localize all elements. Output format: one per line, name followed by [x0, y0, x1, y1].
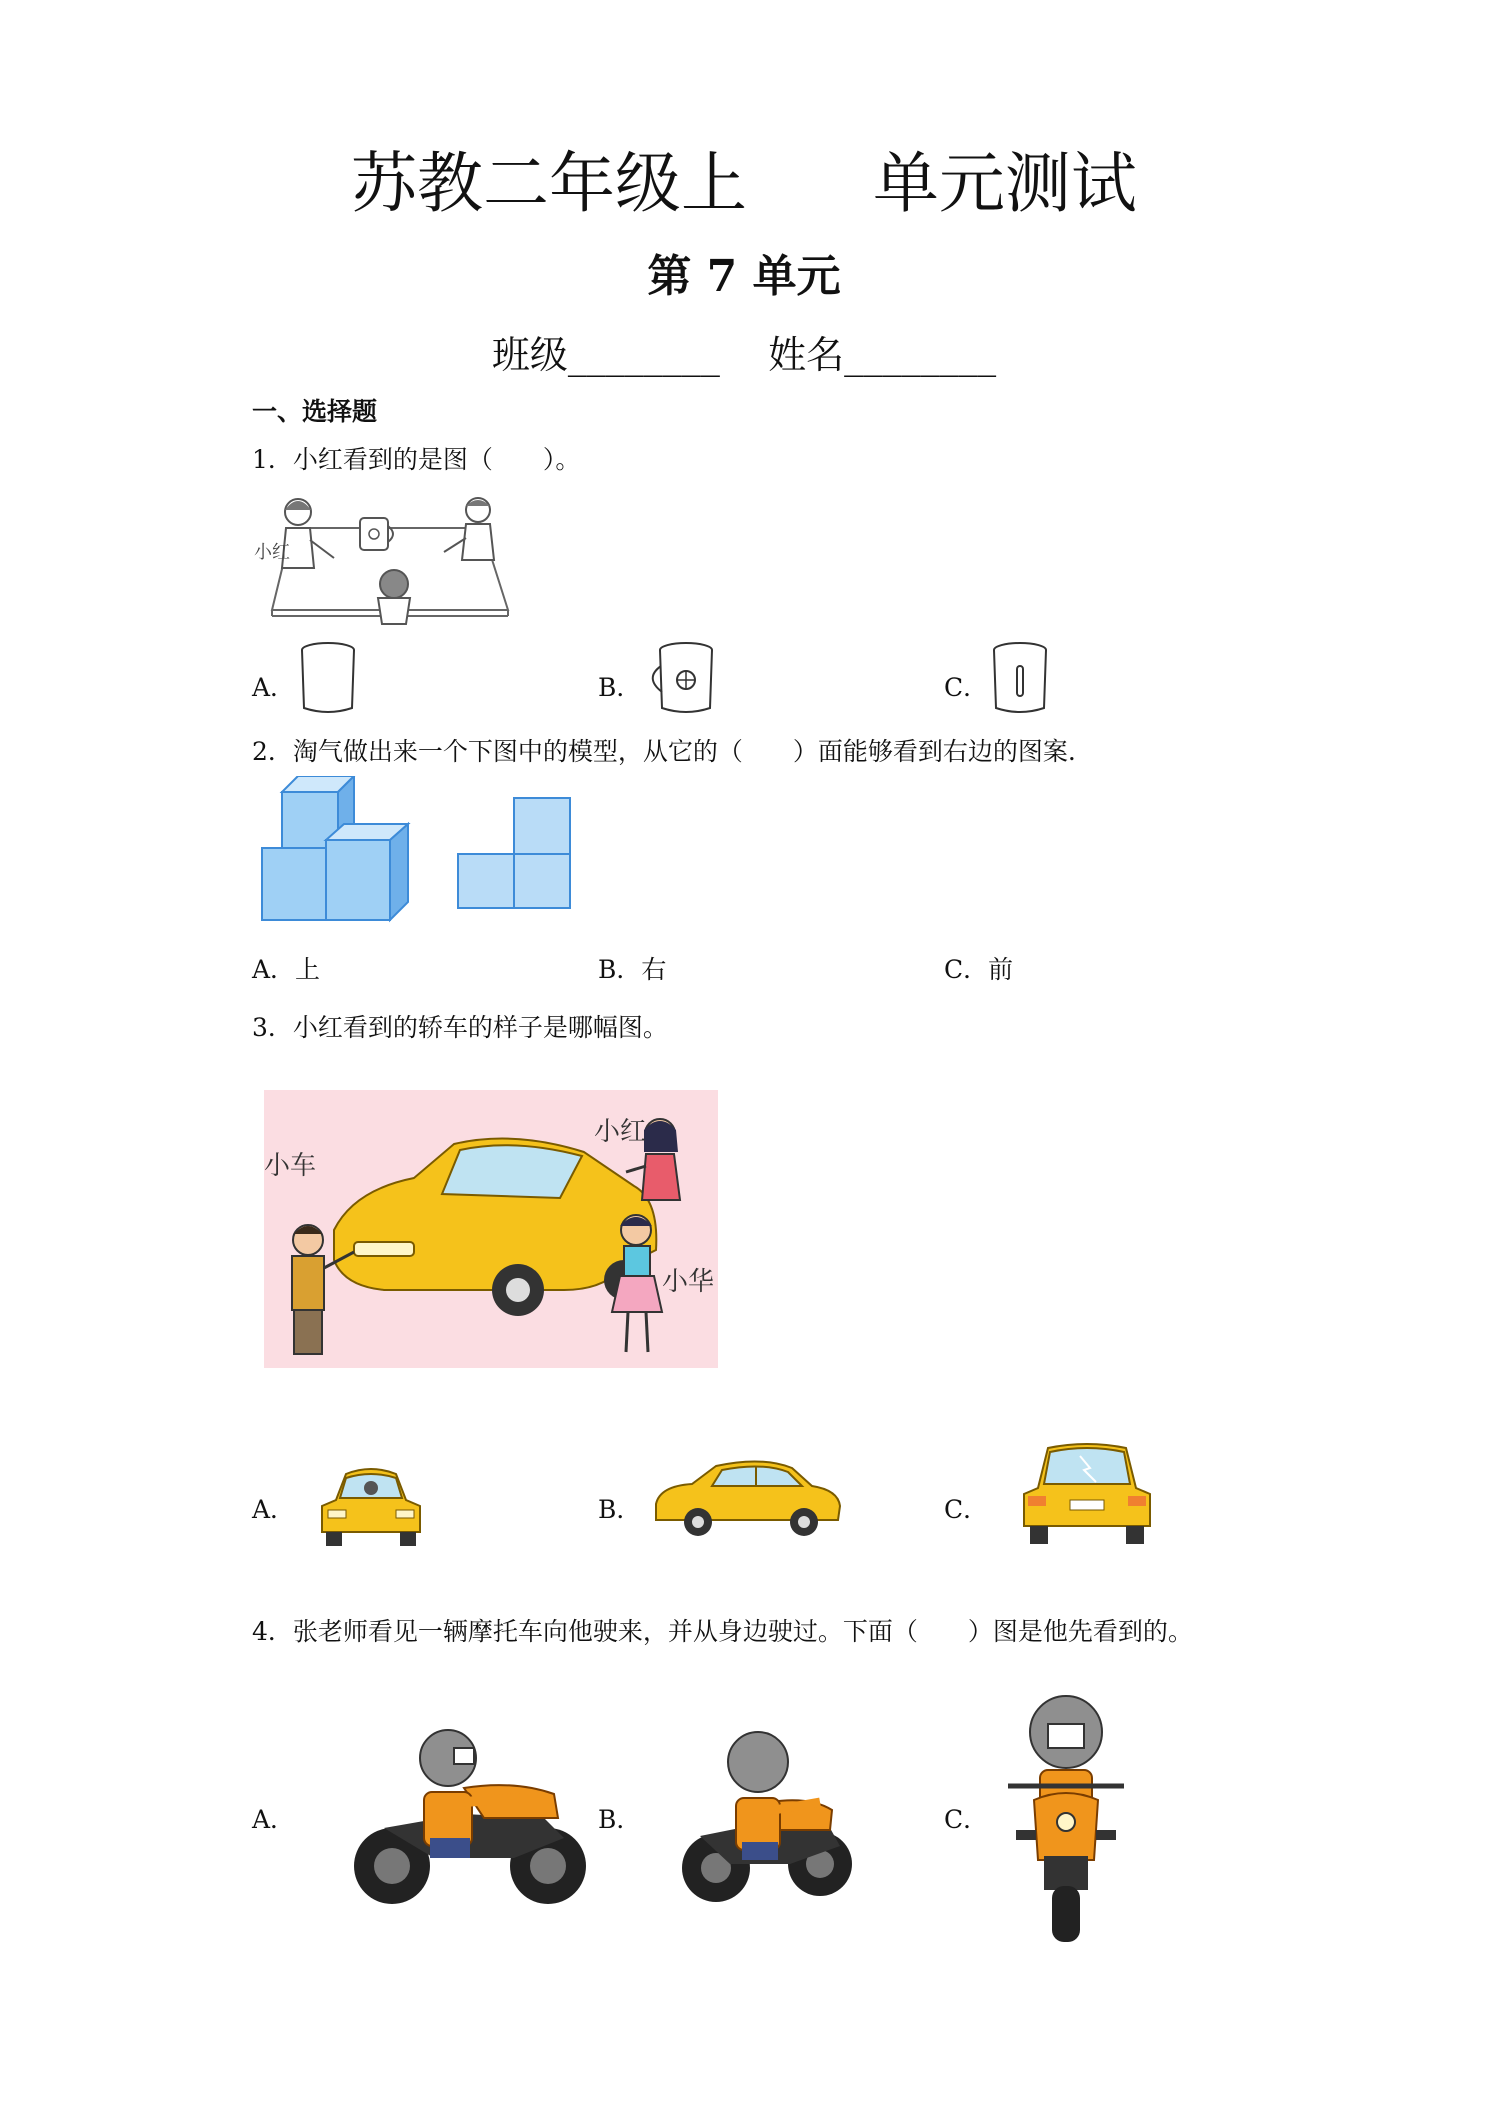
question-2-text: 2．淘气做出来一个下图中的模型，从它的（ ）面能够看到右边的图案.	[252, 737, 1076, 766]
q1-option-b-cup-icon	[642, 640, 718, 716]
question-4-text: 4．张老师看见一辆摩托车向他驶来，并从身边驶过。下面（ ）图是他先看到的。	[252, 1617, 1193, 1646]
q4-option-a: A．	[252, 1805, 296, 1834]
q3-option-b: B．	[598, 1495, 642, 1524]
q3-option-a-car-icon	[316, 1460, 426, 1552]
q1-option-c: C．	[944, 673, 989, 702]
section-title: 一、选择题	[252, 397, 378, 426]
q4-option-c-motorcycle-icon	[994, 1690, 1136, 1944]
q3-option-c-car-icon	[1020, 1440, 1154, 1548]
q3-option-b-car-icon	[652, 1456, 844, 1538]
q1-option-a-cup-icon	[296, 640, 360, 716]
q4-option-a-motorcycle-icon	[344, 1718, 594, 1908]
q2-option-b: B．右	[598, 955, 667, 984]
class-name-field: 班级________ 姓名________	[491, 333, 997, 377]
q3-option-c: C．	[944, 1495, 989, 1524]
q1-option-a: A．	[252, 673, 296, 702]
q1-option-c-cup-icon	[988, 640, 1052, 716]
unit-subtitle: 第 7 单元	[647, 251, 841, 302]
q2-option-a: A．上	[252, 955, 321, 984]
q4-option-c: C．	[944, 1805, 989, 1834]
q3-label-xiaoche: 小车	[264, 1151, 317, 1181]
q1-scene-illustration	[252, 488, 516, 632]
q3-label-xiaohua: 小华	[662, 1267, 715, 1297]
q3-option-a: A．	[252, 1495, 296, 1524]
q3-car-scene	[264, 1090, 718, 1368]
q2-cube-model	[258, 776, 418, 928]
q1-option-b: B．	[598, 673, 642, 702]
q3-label-xiaohong: 小红	[594, 1117, 647, 1147]
q2-option-c: C．前	[944, 955, 1014, 984]
question-1-text: 1．小红看到的是图（ ）。	[252, 445, 581, 474]
page-title: 苏教二年级上 单元测试	[351, 145, 1137, 222]
q2-view-pattern	[456, 796, 572, 910]
q1-label-xiaohong: 小红	[254, 542, 290, 563]
question-3-text: 3．小红看到的轿车的样子是哪幅图。	[252, 1013, 668, 1042]
q4-option-b: B．	[598, 1805, 642, 1834]
q4-option-b-motorcycle-icon	[670, 1718, 856, 1908]
